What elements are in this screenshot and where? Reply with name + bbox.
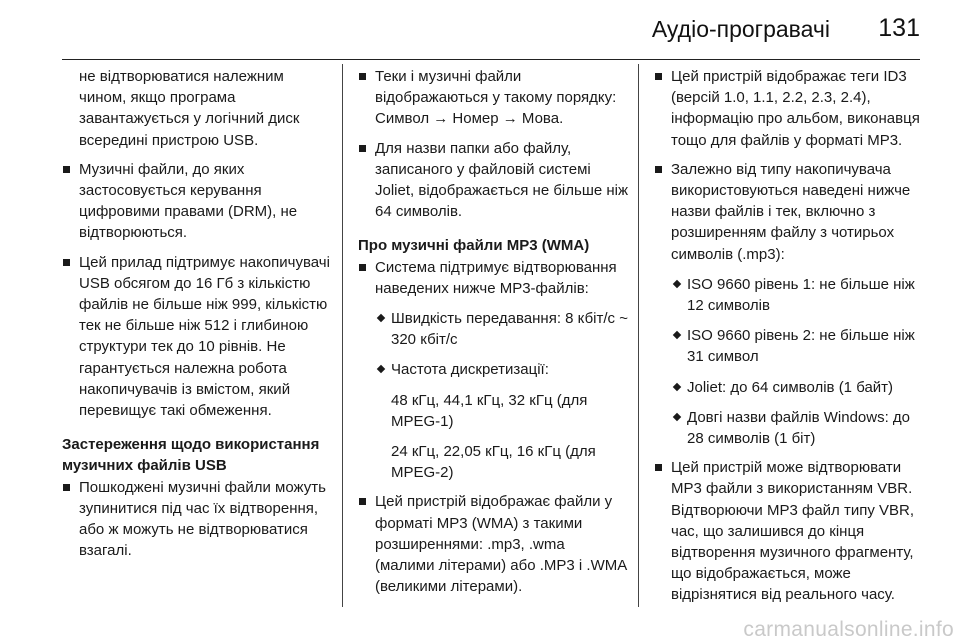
page-number: 131 <box>878 14 920 42</box>
list-item <box>358 491 628 597</box>
sub-list-item <box>358 359 628 380</box>
column-divider <box>342 64 343 607</box>
list-item <box>654 457 926 605</box>
intro-paragraph: не відтворюватися належним чином, якщо програма завантажується у логічний диск всередині пристрою USB. <box>79 68 300 149</box>
list-item-text: Музичні файли, до яких застосовується керування цифровими правами (DRM), не відтворюються. <box>79 160 298 242</box>
list-item <box>62 159 332 244</box>
bullet-icon <box>359 264 366 271</box>
diamond-bullet-icon <box>377 314 385 322</box>
list-item-text: Для назви папки або файлу, записаного у файловій системі Joliet, відображається не більше ніж 64 символів. <box>375 139 629 221</box>
section-title: Аудіо-програвачі <box>651 16 830 42</box>
bullet-icon <box>359 145 366 152</box>
bullet-icon <box>63 259 70 266</box>
sub-list-item <box>358 308 628 350</box>
sub-list-item-text: ISO 9660 рівень 1: не більше ніж 12 символів <box>687 275 915 315</box>
list-item-text: Цей пристрій може відтворювати MP3 файли з використанням VBR. Відтворюючи MP3 файл типу VBR, час, що залишився до кінця відтворення музичного фрагменту, що відображається, може відрізнятися від реального часу. <box>671 459 915 604</box>
bullet-icon <box>63 166 70 173</box>
column-divider <box>638 64 639 607</box>
list-item <box>62 252 332 422</box>
sub-list-continuation: 24 кГц, 22,05 кГц, 16 кГц (для MPEG-2) <box>391 443 596 482</box>
list-item <box>358 138 628 223</box>
sub-list-item-text: Швидкість передавання: 8 кбіт/с ~ 320 кбіт/с <box>391 310 628 349</box>
list-item <box>358 66 628 130</box>
section-heading: Про музичні файли MP3 (WMA) <box>358 237 590 255</box>
sub-list-item-text: Joliet: до 64 символів (1 байт) <box>687 378 894 396</box>
bullet-icon <box>655 464 662 471</box>
list-item <box>358 257 628 299</box>
list-item-text: Залежно від типу накопичувача використовуються наведені нижче назви файлів і тек, включно з розширенням файлу з чотирьох символів (.mp3): <box>671 160 911 263</box>
bullet-icon <box>63 484 70 491</box>
bullet-icon <box>359 73 366 80</box>
list-item <box>654 66 926 151</box>
sub-list-item-text: Частота дискретизації: <box>391 361 549 379</box>
column-1 <box>62 66 332 561</box>
diamond-bullet-icon <box>673 280 681 288</box>
list-item-text: Пошкоджені музичні файли можуть зупинитися під час їх відтворення, або ж можуть не відтворюватися взагалі. <box>79 478 326 560</box>
sub-list-item-text: Довгі назви файлів Windows: до 28 символів (1 біт) <box>687 408 911 448</box>
bullet-icon <box>655 73 662 80</box>
list-item <box>654 159 926 265</box>
sub-list-item <box>654 377 926 398</box>
diamond-bullet-icon <box>673 382 681 390</box>
list-item-text: Цей прилад підтримує накопичувачі USB обсягом до 16 Гб з кількістю файлів не більше ніж 999, кількістю тек не більше ніж 512 і глибиною структури тек до 10 рівнів. Не гарантується належна робота накопичувачів із вмістом, який перевищує такі обмеження. <box>79 253 330 420</box>
sub-list-continuation: 48 кГц, 44,1 кГц, 32 кГц (для MPEG-1) <box>391 391 588 430</box>
column-2 <box>358 66 628 597</box>
page-header <box>62 0 920 60</box>
bullet-icon <box>359 498 366 505</box>
sub-list-item-text: ISO 9660 рівень 2: не більше ніж 31 символ <box>687 327 915 366</box>
diamond-bullet-icon <box>673 331 681 339</box>
diamond-bullet-icon <box>377 365 385 373</box>
column-3 <box>654 66 926 606</box>
diamond-bullet-icon <box>673 413 681 421</box>
sub-list-item <box>654 407 926 449</box>
list-item-text: Теки і музичні файли відображаються у такому порядку: Символ → Номер → Мова. <box>375 68 617 128</box>
list-item <box>62 477 332 562</box>
bullet-icon <box>655 166 662 173</box>
list-item-text: Цей пристрій відображає теги ID3 (версій 1.0, 1.1, 2.2, 2.3, 2.4), інформацію про альбом, виконавця тощо для файлів у форматі MP3. <box>671 68 920 149</box>
sub-list-item <box>654 274 926 316</box>
list-item-text: Система підтримує відтворювання наведених нижче MP3-файлів: <box>375 258 617 297</box>
watermark: carmanualsonline.info <box>743 618 954 641</box>
list-item-text: Цей пристрій відображає файли у форматі MP3 (WMA) з такими розширеннями: .mp3, .wma (малими літерами) або .MP3 і .WMA (великими літерами). <box>375 493 627 596</box>
section-heading: Застереження щодо використання музичних файлів USB <box>62 436 320 475</box>
sub-list-item <box>654 325 926 367</box>
